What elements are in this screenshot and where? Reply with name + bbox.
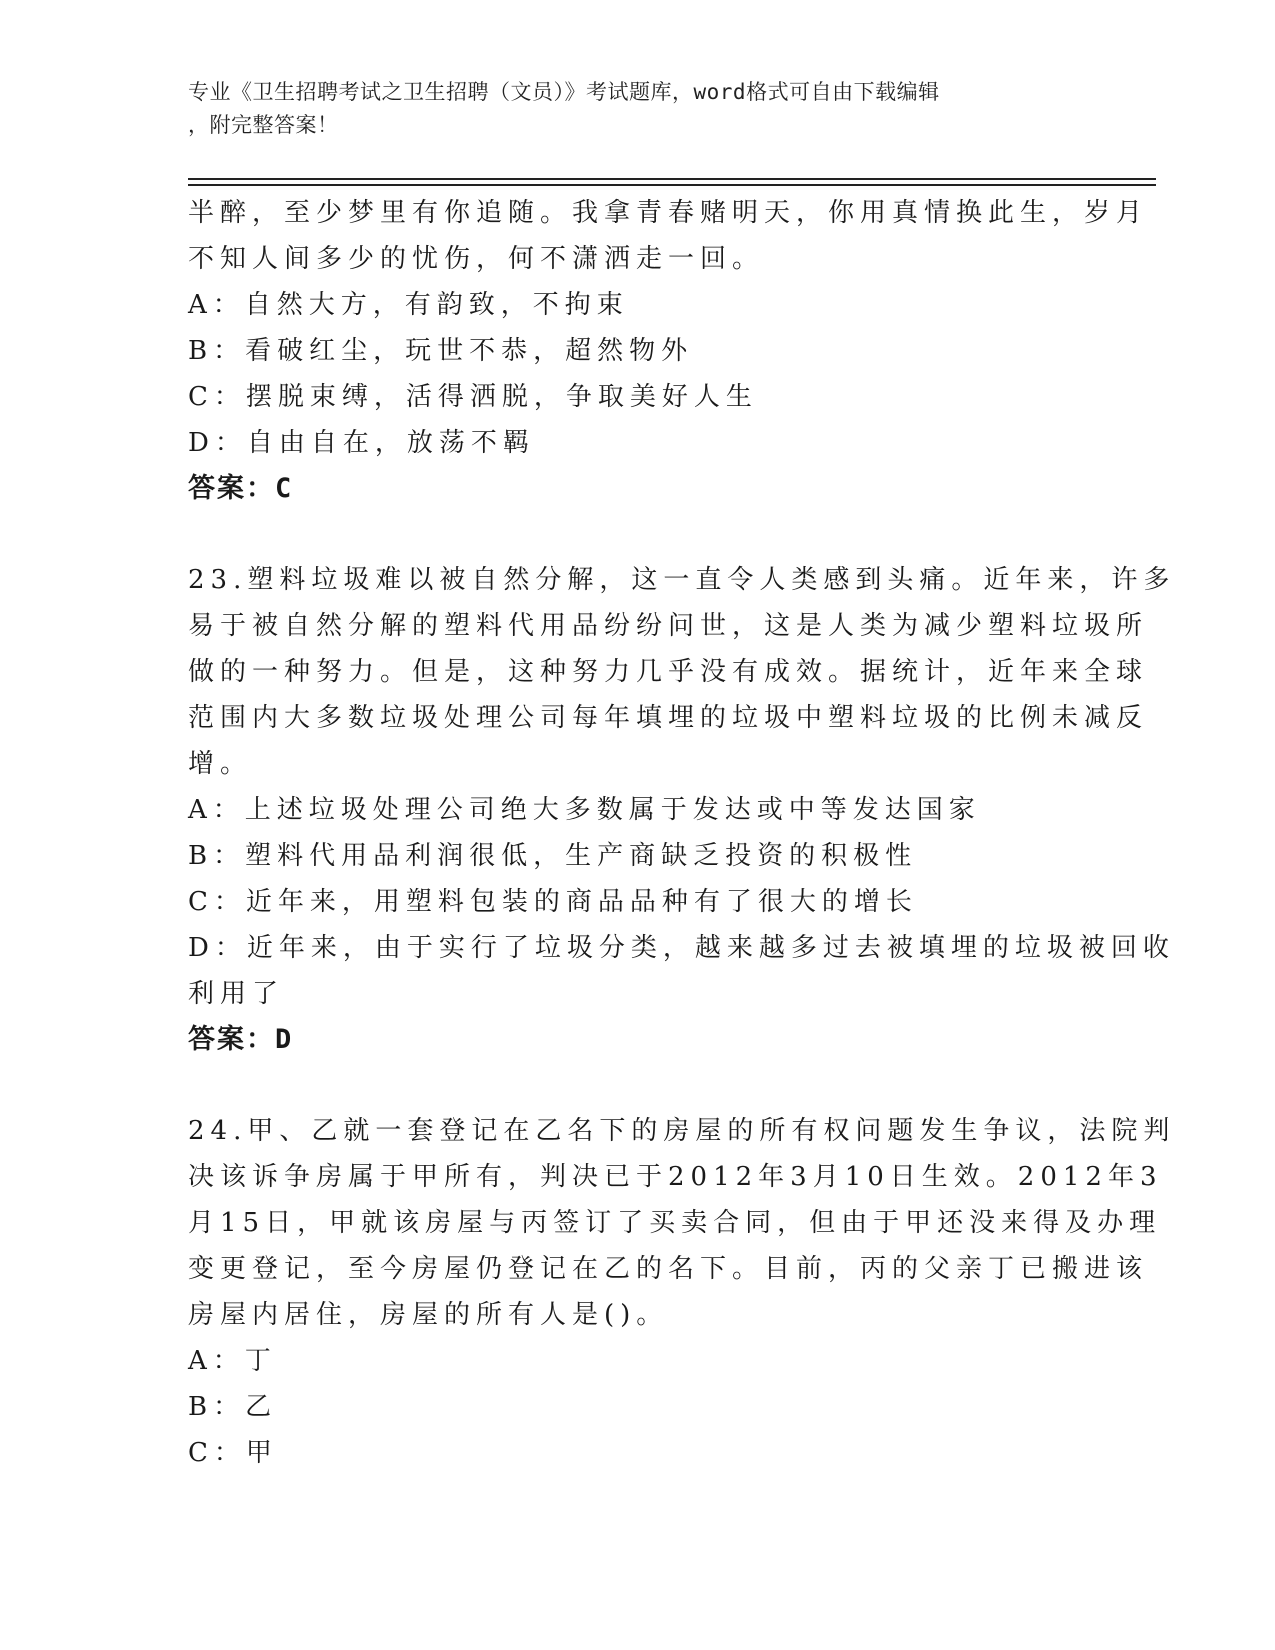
document-header xyxy=(188,76,1068,142)
question-22 xyxy=(188,190,1149,512)
option-b: B：看破红尘，玩世不恭，超然物外 xyxy=(188,336,694,366)
option-b: B：塑料代用品利润很低，生产商缺乏投资的积极性 xyxy=(188,841,918,871)
question-stem-line: 23.塑料垃圾难以被自然分解，这一直令人类感到头痛。近年来，许多 xyxy=(188,565,1176,595)
option-d: D：近年来，由于实行了垃圾分类，越来越多过去被填埋的垃圾被回收 xyxy=(188,933,1175,963)
question-stem-line: 房屋内居住，房屋的所有人是()。 xyxy=(188,1300,669,1330)
question-stem-line: 半醉，至少梦里有你追随。我拿青春赌明天，你用真情换此生，岁月 xyxy=(188,198,1149,228)
question-stem-line: 月15日，甲就该房屋与丙签订了买卖合同，但由于甲还没来得及办理 xyxy=(188,1208,1162,1238)
question-stem-line: 变更登记，至今房屋仍登记在乙的名下。目前，丙的父亲丁已搬进该 xyxy=(188,1254,1149,1284)
option-c: C：甲 xyxy=(188,1438,278,1468)
answer-label: 答案：C xyxy=(188,473,294,504)
question-23 xyxy=(188,557,1176,1063)
question-stem-line: 增。 xyxy=(188,749,253,779)
question-stem-line: 决该诉争房属于甲所有，判决已于2012年3月10日生效。2012年3 xyxy=(188,1162,1163,1192)
option-c: C：近年来，用塑料包装的商品品种有了很大的增长 xyxy=(188,887,918,917)
question-stem-line: 做的一种努力。但是，这种努力几乎没有成效。据统计，近年来全球 xyxy=(188,657,1149,687)
option-b: B：乙 xyxy=(188,1392,278,1422)
spacer xyxy=(188,1063,1088,1108)
question-stem-line: 不知人间多少的忧伤，何不潇洒走一回。 xyxy=(188,244,765,274)
option-a: A：上述垃圾处理公司绝大多数属于发达或中等发达国家 xyxy=(188,795,981,825)
header-line-2: ，附完整答案！ xyxy=(188,113,339,137)
question-stem-line: 易于被自然分解的塑料代用品纷纷问世，这是人类为减少塑料垃圾所 xyxy=(188,611,1149,641)
option-c: C：摆脱束缚，活得洒脱，争取美好人生 xyxy=(188,382,758,412)
option-d: D：自由自在，放荡不羁 xyxy=(188,428,535,458)
option-a: A：丁 xyxy=(188,1346,277,1376)
question-24 xyxy=(188,1108,1176,1476)
answer-label: 答案：D xyxy=(188,1024,294,1055)
question-stem-line: 范围内大多数垃圾处理公司每年填埋的垃圾中塑料垃圾的比例未减反 xyxy=(188,703,1149,733)
header-line-1: 专业《卫生招聘考试之卫生招聘（文员）》考试题库，word格式可自由下载编辑 xyxy=(188,80,940,104)
option-d-continued: 利用了 xyxy=(188,979,285,1009)
question-content xyxy=(188,190,1176,1476)
spacer xyxy=(188,512,1088,557)
question-stem-line: 24.甲、乙就一套登记在乙名下的房屋的所有权问题发生争议，法院判 xyxy=(188,1116,1176,1146)
option-a: A：自然大方，有韵致，不拘束 xyxy=(188,290,629,320)
header-divider xyxy=(188,178,1156,180)
header-divider-2 xyxy=(188,184,1156,186)
